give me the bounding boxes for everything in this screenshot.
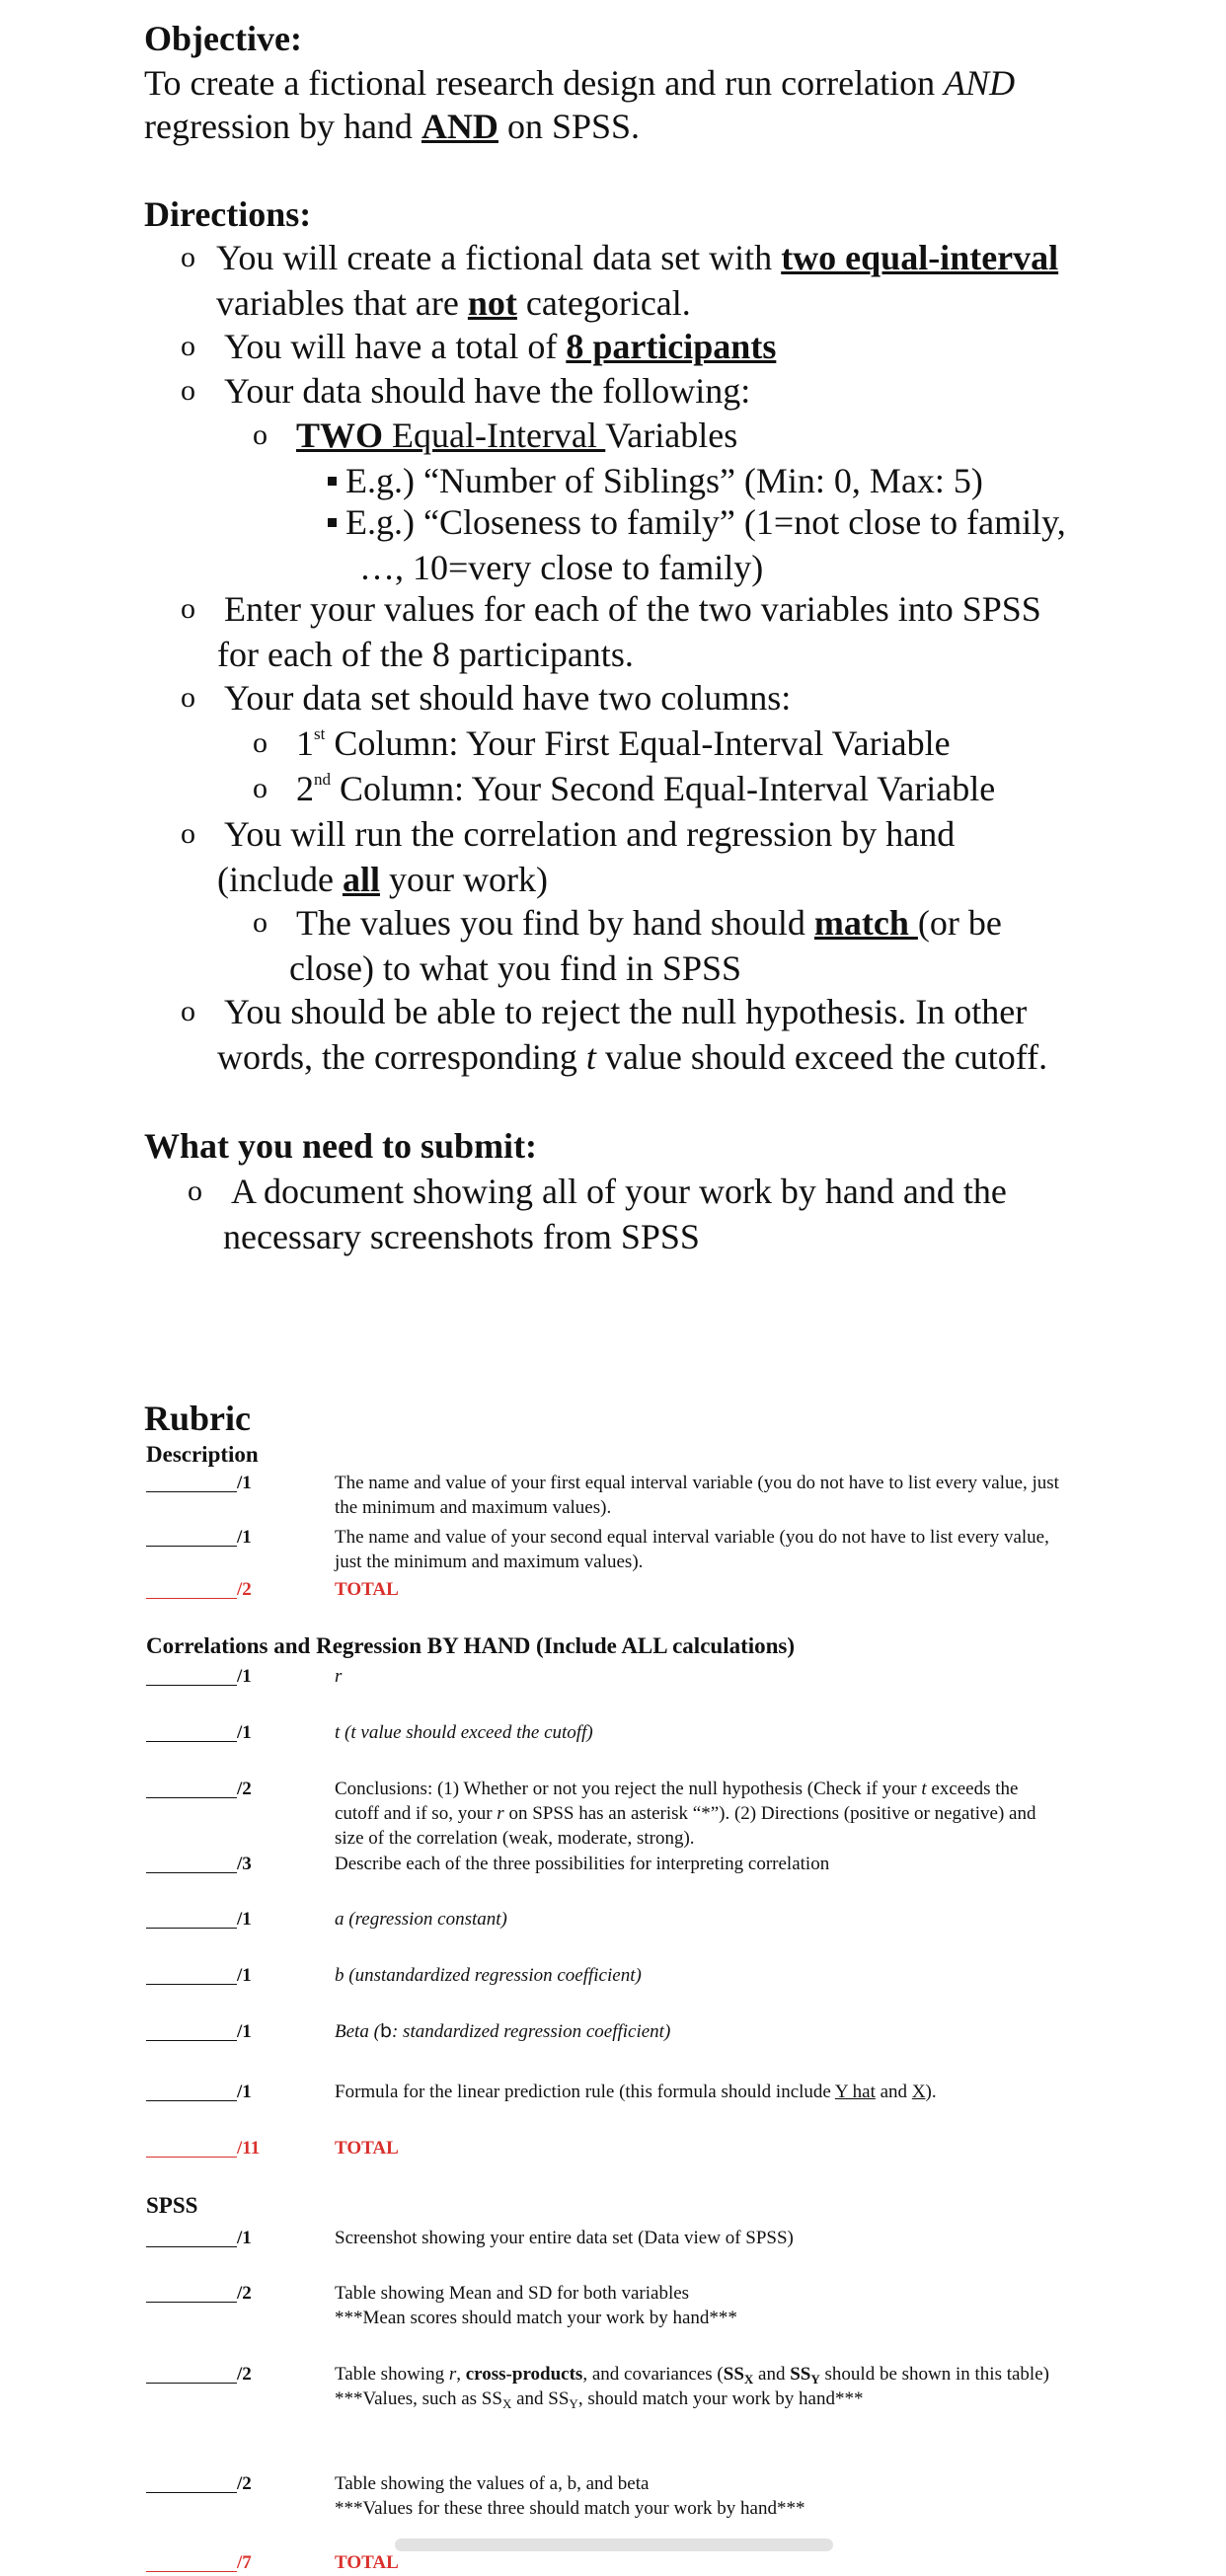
criterion-text: The name and value of your first equal interval variable (you do not have to list every value, just the minimum and maximum values). — [335, 1473, 1059, 1518]
rubric-row — [146, 1777, 1133, 1852]
circle-bullet-icon: o — [253, 906, 268, 939]
criterion-text: Table showing r, cross-products, and covariances ($SS_X$ and $SS_Y$ should be shown in this table) ***Values, such as $SS_X$ and $SS_Y$, should match your work by hand*** — [335, 2364, 1049, 2411]
score-blank[interactable] — [146, 2040, 237, 2041]
score-blank[interactable] — [146, 2246, 237, 2247]
points-label: /1 — [237, 1666, 252, 1687]
rubric-title: Rubric — [144, 1399, 251, 1438]
list-item: o The values you find by hand should match (or be close) to what you find in SPSS — [296, 900, 1165, 991]
list-item: E.g.) “Number of Siblings” (Min: 0, Max: 5) — [345, 458, 1185, 503]
list-item: o Enter your values for each of the two variables into SPSS for each of the 8 participants. — [224, 586, 1152, 677]
criterion-text: The name and value of your second equal interval variable (you do not have to list every value, just the minimum and maximum values). — [335, 1527, 1049, 1572]
points-label: /1 — [237, 1527, 252, 1548]
points-label: /7 — [237, 2552, 252, 2573]
submit-heading: What you need to submit: — [144, 1126, 538, 1166]
score-blank[interactable] — [146, 1928, 237, 1929]
objective-text: To create a fictional research design and run correlation AND regression by hand AND on SPSS. — [144, 63, 1016, 146]
square-bullet-icon — [328, 477, 337, 486]
circle-bullet-icon: o — [181, 995, 195, 1027]
circle-bullet-icon: o — [253, 726, 268, 759]
points-label: /1 — [237, 1722, 252, 1743]
score-blank[interactable] — [146, 2492, 237, 2493]
rubric-row — [146, 1852, 1133, 1877]
rubric-row — [146, 1963, 1133, 1989]
score-blank[interactable] — [146, 1741, 237, 1742]
rubric-row — [146, 2019, 1133, 2045]
circle-bullet-icon: o — [181, 241, 195, 273]
points-label: /2 — [237, 2364, 252, 2385]
total-label: TOTAL — [335, 2138, 399, 2159]
criterion-text: Beta (b: standardized regression coefficient) — [335, 2020, 671, 2042]
points-label: /1 — [237, 1965, 252, 1986]
criterion-text: t (t value should exceed the cutoff) — [335, 1722, 593, 1743]
score-blank[interactable] — [146, 1984, 237, 1985]
points-label: /11 — [237, 2138, 261, 2159]
list-item: o 2nd Column: Your Second Equal-Interval Variable — [296, 766, 1165, 811]
criterion-text: Table showing the values of a, b, and beta ***Values for these three should match your work by hand*** — [335, 2473, 805, 2519]
list-item: o You will run the correlation and regression by hand (include all your work) — [224, 811, 1152, 902]
list-item: o Your data set should have two columns: — [224, 675, 1152, 720]
points-label: /2 — [237, 2473, 252, 2494]
rubric-row — [146, 2226, 1133, 2251]
rubric-row — [146, 1471, 1133, 1520]
points-label: /1 — [237, 2228, 252, 2248]
horizontal-scrollbar[interactable] — [395, 2538, 833, 2551]
total-label: TOTAL — [335, 2552, 399, 2573]
square-bullet-icon — [328, 518, 337, 527]
rubric-total-row — [146, 2136, 1133, 2161]
score-blank[interactable] — [146, 2571, 237, 2572]
rubric-row — [146, 2080, 1133, 2105]
score-blank[interactable] — [146, 1685, 237, 1686]
score-blank[interactable] — [146, 1491, 237, 1492]
rubric-total-row — [146, 1577, 1133, 1603]
rubric-row — [146, 2362, 1133, 2437]
list-item: o Your data should have the following: — [224, 368, 1152, 414]
score-blank[interactable] — [146, 2302, 237, 2303]
description-heading: Description — [146, 1442, 259, 1467]
criterion-text: a (regression constant) — [335, 1909, 507, 1930]
circle-bullet-icon: o — [253, 418, 268, 451]
points-label: /1 — [237, 1909, 252, 1930]
list-item: o 1st Column: Your First Equal-Interval Variable — [296, 720, 1165, 766]
rubric-row — [146, 2471, 1133, 2521]
circle-bullet-icon: o — [181, 681, 195, 714]
rubric-total-row — [146, 2550, 1133, 2576]
circle-bullet-icon: o — [253, 772, 268, 804]
list-item: o A document showing all of your work by hand and the necessary screenshots from SPSS — [231, 1169, 1139, 1259]
score-blank[interactable] — [146, 2383, 237, 2384]
list-item: o TWO Equal-Interval Variables — [296, 413, 1165, 458]
criterion-text: r — [335, 1666, 343, 1687]
list-item: E.g.) “Closeness to family” (1=not close to family, …, 10=very close to family) — [345, 499, 1185, 590]
criterion-text: b (unstandardized regression coefficient) — [335, 1965, 642, 1986]
rubric-row — [146, 2281, 1133, 2330]
objective-heading: Objective: — [144, 19, 302, 58]
rubric-row — [146, 1907, 1133, 1932]
criterion-text: Table showing Mean and SD for both variables ***Mean scores should match your work by hand*** — [335, 2283, 737, 2328]
points-label: /2 — [237, 1779, 252, 1799]
rubric-row — [146, 1525, 1133, 1574]
beta-glyph: b — [379, 2020, 392, 2042]
objective-section — [144, 18, 1131, 148]
criterion-text: Describe each of the three possibilities for interpreting correlation — [335, 1854, 830, 1874]
score-blank[interactable] — [146, 2100, 237, 2101]
points-label: /2 — [237, 1579, 252, 1600]
circle-bullet-icon: o — [181, 330, 195, 362]
directions-heading: Directions: — [144, 194, 312, 234]
criterion-text: Screenshot showing your entire data set (Data view of SPSS) — [335, 2228, 794, 2248]
points-label: /2 — [237, 2283, 252, 2304]
circle-bullet-icon: o — [188, 1174, 202, 1207]
list-item: o You should be able to reject the null hypothesis. In other words, the corresponding t value should exceed the cutoff. — [224, 989, 1152, 1080]
list-item: o You will create a fictional data set with two equal-interval variables that are not categorical. — [216, 235, 1144, 326]
score-blank[interactable] — [146, 1872, 237, 1873]
list-item: o You will have a total of 8 participants — [224, 324, 1152, 369]
criterion-text: Formula for the linear prediction rule (this formula should include Y hat and X). — [335, 2082, 937, 2102]
points-label: /3 — [237, 1854, 252, 1874]
circle-bullet-icon: o — [181, 592, 195, 625]
points-label: /1 — [237, 1473, 252, 1493]
criterion-text: Conclusions: (1) Whether or not you reject the null hypothesis (Check if your t exceeds the cutoff and if so, your r on SPSS has an asterisk “*”). (2) Directions (positive or negative) and size of the correlation (weak, moderate, strong). — [335, 1779, 1036, 1849]
rubric-row — [146, 1664, 1133, 1690]
by-hand-heading: Correlations and Regression BY HAND (Include ALL calculations) — [146, 1633, 796, 1658]
score-blank[interactable] — [146, 2157, 237, 2158]
score-blank[interactable] — [146, 1598, 237, 1599]
rubric-row — [146, 1720, 1133, 1746]
circle-bullet-icon: o — [181, 374, 195, 407]
spss-heading: SPSS — [146, 2193, 198, 2218]
circle-bullet-icon: o — [181, 817, 195, 850]
points-label: /1 — [237, 2082, 252, 2102]
total-label: TOTAL — [335, 1579, 399, 1600]
score-blank[interactable] — [146, 1546, 237, 1547]
score-blank[interactable] — [146, 1797, 237, 1798]
points-label: /1 — [237, 2021, 252, 2042]
